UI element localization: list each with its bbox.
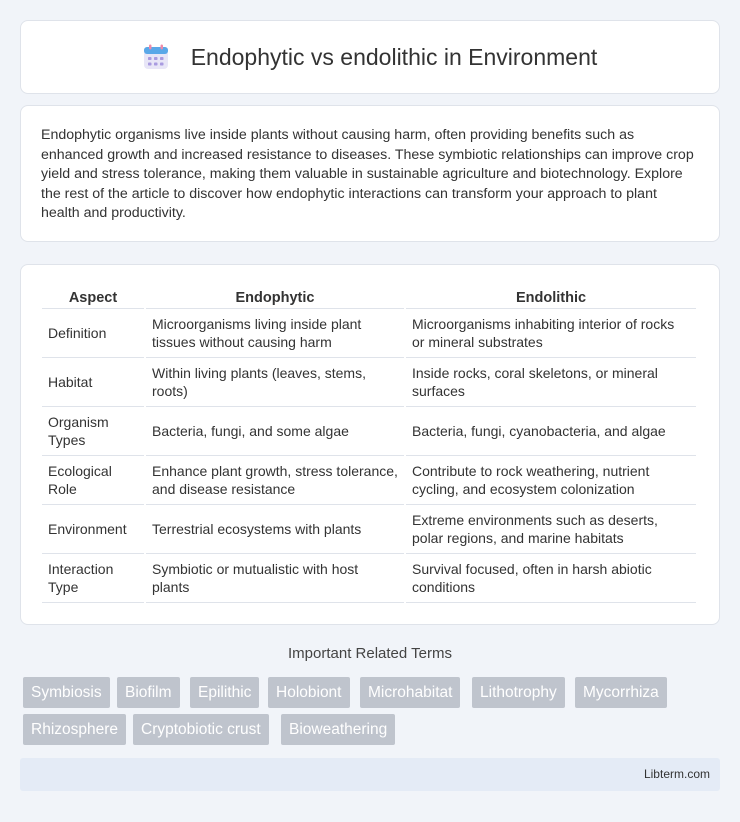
row-endolithic: Microorganisms inhabiting interior of rocks or mineral substrates bbox=[406, 309, 696, 358]
tag-holobiont[interactable]: Holobiont bbox=[268, 677, 350, 708]
header-endophytic: Endophytic bbox=[146, 285, 404, 309]
tag-lithotrophy[interactable]: Lithotrophy bbox=[472, 677, 565, 708]
row-aspect: Organism Types bbox=[42, 407, 144, 456]
row-endophytic: Enhance plant growth, stress tolerance, and disease resistance bbox=[146, 456, 404, 505]
footer bbox=[20, 758, 720, 791]
row-aspect: Interaction Type bbox=[42, 554, 144, 603]
comparison-table bbox=[40, 285, 698, 603]
row-endophytic: Microorganisms living inside plant tissues without causing harm bbox=[146, 309, 404, 358]
table-row bbox=[42, 554, 696, 603]
row-endophytic: Symbiotic or mutualistic with host plants bbox=[146, 554, 404, 603]
tag-epilithic[interactable]: Epilithic bbox=[190, 677, 259, 708]
tag-rhizosphere[interactable]: Rhizosphere bbox=[23, 714, 126, 745]
calendar-icon bbox=[143, 44, 169, 70]
page-title: Endophytic vs endolithic in Environment bbox=[190, 43, 598, 70]
tag-cryptobiotic-crust[interactable]: Cryptobiotic crust bbox=[133, 714, 269, 745]
row-endophytic: Within living plants (leaves, stems, roots) bbox=[146, 358, 404, 407]
related-terms-title: Important Related Terms bbox=[288, 645, 452, 662]
row-endolithic: Inside rocks, coral skeletons, or mineral surfaces bbox=[406, 358, 696, 407]
row-endophytic: Bacteria, fungi, and some algae bbox=[146, 407, 404, 456]
header-endolithic: Endolithic bbox=[406, 285, 696, 309]
tag-mycorrhiza[interactable]: Mycorrhiza bbox=[575, 677, 667, 708]
intro-paragraph: Endophytic organisms live inside plants without causing harm, often providing benefits such as enhanced growth and increased resistance to diseases. These symbiotic relationships can improve crop yield and stress tolerance, making them valuable in sustainable agriculture and biotechnology. Explore the rest of the article to discover how endophytic interactions can transform your approach to plant health and productivity. bbox=[41, 127, 694, 221]
row-aspect: Environment bbox=[42, 505, 144, 554]
table-row bbox=[42, 407, 696, 456]
row-endophytic: Terrestrial ecosystems with plants bbox=[146, 505, 404, 554]
table-row bbox=[42, 309, 696, 358]
table-header-row bbox=[42, 285, 696, 309]
row-endolithic: Extreme environments such as deserts, polar regions, and marine habitats bbox=[406, 505, 696, 554]
row-endolithic: Bacteria, fungi, cyanobacteria, and algae bbox=[406, 407, 696, 456]
tag-symbiosis[interactable]: Symbiosis bbox=[23, 677, 110, 708]
comparison-table-card bbox=[20, 264, 720, 625]
row-aspect: Definition bbox=[42, 309, 144, 358]
row-endolithic: Survival focused, often in harsh abiotic conditions bbox=[406, 554, 696, 603]
row-aspect: Habitat bbox=[42, 358, 144, 407]
title-card bbox=[20, 20, 720, 94]
table-row bbox=[42, 456, 696, 505]
table-row bbox=[42, 358, 696, 407]
table-row bbox=[42, 505, 696, 554]
tag-bioweathering[interactable]: Bioweathering bbox=[281, 714, 395, 745]
row-aspect: Ecological Role bbox=[42, 456, 144, 505]
tag-microhabitat[interactable]: Microhabitat bbox=[360, 677, 460, 708]
row-endolithic: Contribute to rock weathering, nutrient cycling, and ecosystem colonization bbox=[406, 456, 696, 505]
header-aspect: Aspect bbox=[42, 285, 144, 309]
intro-card bbox=[20, 105, 720, 242]
footer-site-link[interactable]: Libterm.com bbox=[643, 767, 710, 781]
tag-biofilm[interactable]: Biofilm bbox=[117, 677, 180, 708]
